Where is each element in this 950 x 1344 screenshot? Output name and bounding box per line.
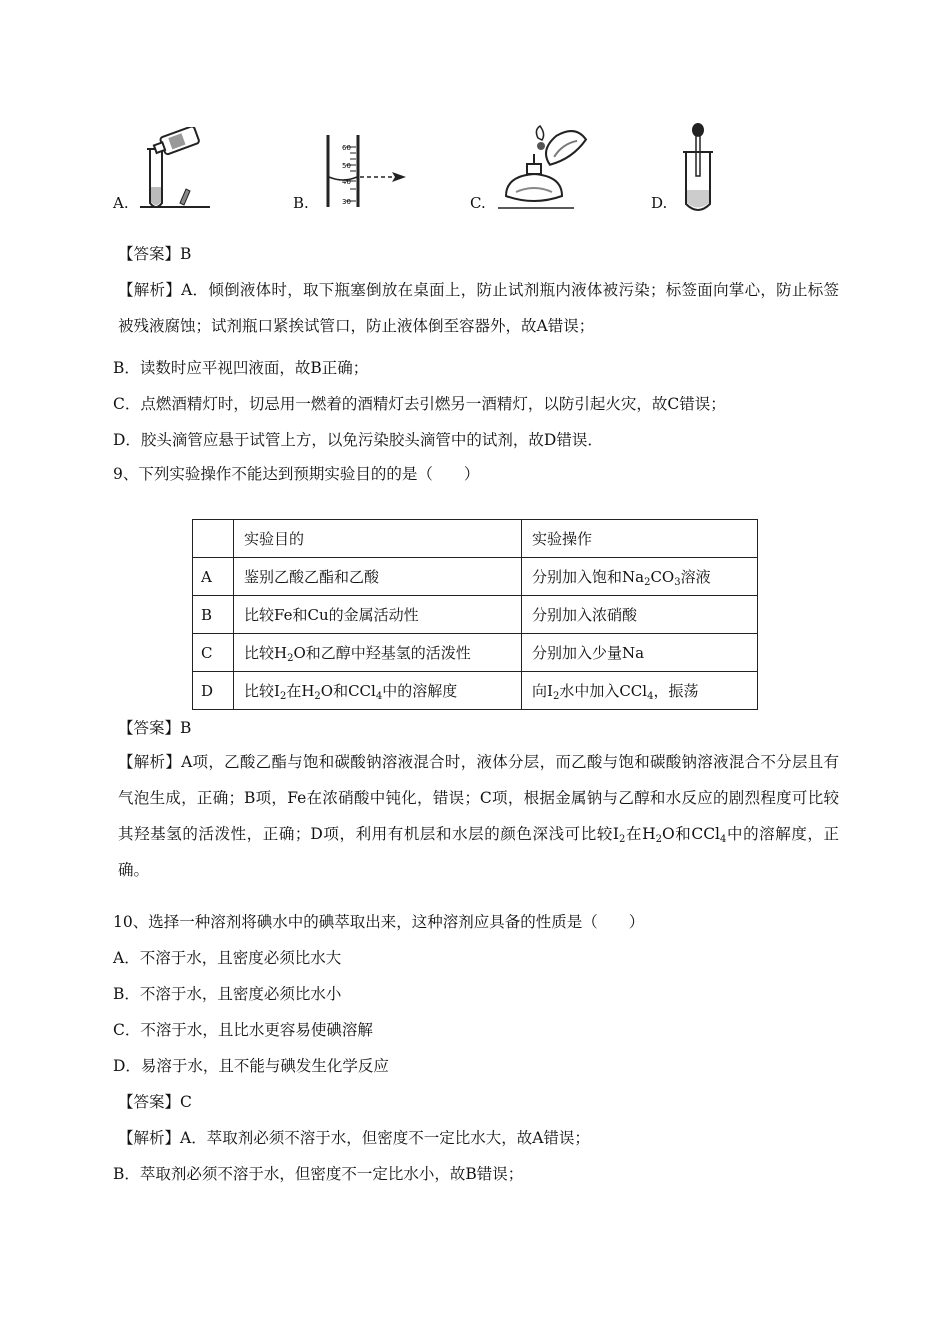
q8-analysis-b: B．读数时应平视凹液面，故B正确；	[113, 359, 369, 377]
q10-question: 10、选择一种溶剂将碘水中的碘萃取出来，这种溶剂应具备的性质是（ ）	[113, 913, 645, 931]
row-label: B	[193, 596, 234, 634]
q9-analysis: 【解析】A项，乙酸乙酯与饱和碳酸钠溶液混合时，液体分层，而乙酸与饱和碳酸钠溶液混合不分层且有气泡生成，正确；B项，Fe在浓硝酸中钝化，错误；C项，根据金属钠与乙醇和水反应的剧烈程度可比较其羟基氢的活泼性，正确；D项，利用有机层和水层的颜色深浅可比较$I_2$在$H_2O$和CCl$_4$中的溶解度，正确。	[118, 753, 839, 879]
q9-question: 9、下列实验操作不能达到预期实验目的的是（ ）	[113, 465, 480, 483]
table-row	[193, 596, 758, 634]
cylinder-tick-60: 60	[342, 144, 351, 152]
q10-analysis-a: 【解析】A．萃取剂必须不溶于水，但密度不一定比水大，故A错误；	[118, 1129, 590, 1147]
row-purpose: 鉴别乙酸乙酯和乙酸	[234, 558, 522, 596]
row-purpose: 比较$I_2$在$H_2O$和CCl$_4$中的溶解度	[234, 672, 522, 710]
dropper-test-tube-illustration	[678, 122, 718, 214]
cylinder-tick-30: 30	[342, 198, 351, 206]
experiment-table	[192, 519, 758, 710]
row-purpose: 比较$H_2O$和乙醇中羟基氢的活泼性	[234, 634, 522, 672]
q10-analysis-b: B．萃取剂必须不溶于水，但密度不一定比水小，故B错误；	[113, 1165, 524, 1183]
cylinder-tick-40: 40	[342, 178, 351, 186]
table-header-purpose: 实验目的	[234, 520, 522, 558]
table-header-blank	[193, 520, 234, 558]
table-header-row	[193, 520, 758, 558]
q8-analysis-a: 【解析】A．倾倒液体时，取下瓶塞倒放在桌面上，防止试剂瓶内液体被污染；标签面向掌心，防止标签被残液腐蚀；试剂瓶口紧挨试管口，防止液体倒至容器外，故A错误；	[118, 281, 839, 335]
cylinder-tick-50: 50	[342, 162, 351, 170]
q8-analysis-c: C．点燃酒精灯时，切忌用一燃着的酒精灯去引燃另一酒精灯，以防引起火灾，故C错误；	[113, 395, 726, 413]
row-label: A	[193, 558, 234, 596]
option-a-label: A.	[113, 194, 129, 212]
q10-option-a: A．不溶于水，且密度必须比水大	[113, 949, 342, 967]
table-row	[193, 672, 758, 710]
row-operation: 分别加入浓硝酸	[522, 596, 758, 634]
alcohol-lamp-illustration	[494, 124, 596, 214]
q10-answer: 【答案】C	[118, 1093, 192, 1111]
q10-option-b: B．不溶于水，且密度必须比水小	[113, 985, 342, 1003]
row-operation: 向$I_2$水中加入CCl$_4$，振荡	[522, 672, 758, 710]
q8-analysis-d: D．胶头滴管应悬于试管上方，以免污染胶头滴管中的试剂，故D错误．	[113, 431, 603, 449]
option-c-label: C.	[470, 194, 486, 212]
q8-answer: 【答案】B	[118, 245, 192, 263]
q10-option-c: C．不溶于水，且比水更容易使碘溶解	[113, 1021, 373, 1039]
row-purpose: 比较Fe和Cu的金属活动性	[234, 596, 522, 634]
table-header-operation: 实验操作	[522, 520, 758, 558]
option-d-label: D.	[651, 194, 668, 212]
table-row	[193, 634, 758, 672]
row-label: C	[193, 634, 234, 672]
table-row	[193, 558, 758, 596]
q9-answer: 【答案】B	[118, 719, 192, 737]
row-operation: 分别加入少量Na	[522, 634, 758, 672]
option-b-label: B.	[293, 194, 309, 212]
row-operation: 分别加入饱和$Na_2CO_3$溶液	[522, 558, 758, 596]
row-label: D	[193, 672, 234, 710]
pouring-liquid-illustration	[140, 127, 210, 211]
graduated-cylinder-illustration	[318, 133, 408, 209]
q10-option-d: D．易溶于水，且不能与碘发生化学反应	[113, 1057, 389, 1075]
